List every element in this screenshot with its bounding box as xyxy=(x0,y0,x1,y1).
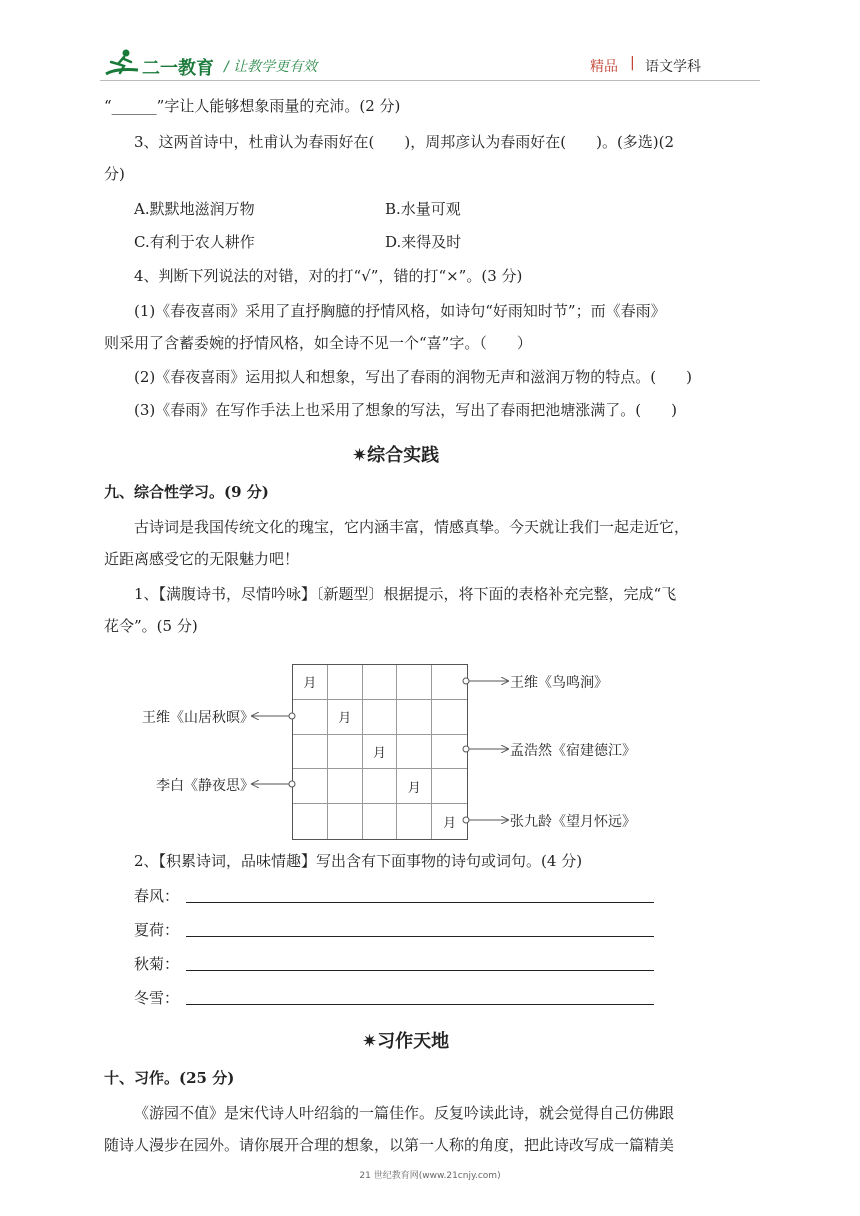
header-slogan: / 让教学更有效 xyxy=(224,59,318,75)
header-rule xyxy=(100,80,760,81)
grid-cell-1: 月 xyxy=(293,665,328,700)
question-3-line1: 3、这两首诗中，杜甫认为春雨好在( )，周邦彦认为春雨好在( )。(多选)(2 xyxy=(134,133,675,151)
subquestion-2: 2、【积累诗词，品味情趣】写出含有下面事物的诗句或词句。(4 分) xyxy=(134,852,583,870)
grid-cell-5: 月 xyxy=(443,816,457,832)
question-4: 4、判断下列说法的对错，对的打“√”，错的打“×”。(3 分) xyxy=(134,267,523,285)
item-winter-label: 冬雪： xyxy=(134,989,180,1007)
grid-arrows xyxy=(0,660,860,840)
header-tag-quality: 精品 xyxy=(590,59,618,75)
grid-label-right-1: 王维《鸟鸣涧》 xyxy=(510,675,608,691)
grid-label-right-3: 张九龄《望月怀远》 xyxy=(510,814,636,830)
grid-label-right-2: 孟浩然《宿建德江》 xyxy=(510,743,636,759)
question-4-3: (3)《春雨》在写作手法上也采用了想象的写法，写出了春雨把池塘涨满了。( ) xyxy=(134,401,677,419)
item-summer-blank[interactable] xyxy=(186,936,654,937)
option-b: B.水量可观 xyxy=(385,200,461,218)
item-summer-label: 夏荷： xyxy=(134,921,180,939)
item-autumn-label: 秋菊： xyxy=(134,955,180,973)
item-spring-blank[interactable] xyxy=(186,902,654,903)
header-divider: | xyxy=(630,55,635,71)
intro-line2: 近距离感受它的无限魅力吧！ xyxy=(104,550,300,568)
subquestion-1-line1: 1、【满腹诗书，尽情吟咏】〔新题型〕根据提示，将下面的表格补充完整，完成“飞 xyxy=(134,585,677,603)
question-4-1b: 则采用了含蓄委婉的抒情风格，如全诗不见一个“喜”字。（ ） xyxy=(104,334,532,352)
writing-paragraph-1: 《游园不值》是宋代诗人叶绍翁的一篇佳作。反复吟读此诗，就会觉得自己仿佛跟 xyxy=(134,1104,675,1122)
section-title-writing: ✷习作天地 xyxy=(362,1031,450,1052)
writing-paragraph-2: 随诗人漫步在园外。请你展开合理的想象，以第一人称的角度，把此诗改写成一篇精美 xyxy=(104,1136,675,1154)
question-4-1a: (1)《春夜喜雨》采用了直抒胸臆的抒情风格，如诗句“好雨知时节”；而《春雨》 xyxy=(134,302,666,320)
item-autumn-blank[interactable] xyxy=(186,970,654,971)
header-tag-subject: 语文学科 xyxy=(645,59,701,75)
grid-label-left-1: 王维《山居秋暝》 xyxy=(142,710,254,726)
blank-quote-line: “______”字让人能够想象雨量的充沛。(2 分) xyxy=(104,97,401,115)
option-d: D.来得及时 xyxy=(385,233,462,251)
footer-text: 21 世纪教育网(www.21cnjy.com) xyxy=(359,1171,501,1181)
question-3-line2: 分) xyxy=(104,165,125,183)
grid-cell-3: 月 xyxy=(363,735,398,770)
item-spring-label: 春风： xyxy=(134,887,180,905)
header xyxy=(0,0,860,90)
grid-cell-4: 月 xyxy=(397,769,432,804)
logo-text: 二一教育 xyxy=(142,58,214,79)
grid-label-left-2: 李白《静夜思》 xyxy=(156,778,254,794)
grid-cell-2: 月 xyxy=(328,700,363,735)
section-title-practice: ✷综合实践 xyxy=(352,445,440,466)
question-9: 九、综合性学习。(9 分) xyxy=(104,483,269,501)
option-a: A.默默地滋润万物 xyxy=(134,200,255,218)
item-winter-blank[interactable] xyxy=(186,1004,654,1005)
logo-runner-icon xyxy=(104,48,140,78)
question-10: 十、习作。(25 分) xyxy=(104,1069,235,1087)
option-c: C.有利于农人耕作 xyxy=(134,233,255,251)
question-4-2: (2)《春夜喜雨》运用拟人和想象，写出了春雨的润物无声和滋润万物的特点。( ) xyxy=(134,368,692,386)
subquestion-1-line2: 花令”。(5 分) xyxy=(104,617,198,635)
intro-line1: 古诗词是我国传统文化的瑰宝，它内涵丰富，情感真挚。今天就让我们一起走近它， xyxy=(134,518,690,536)
